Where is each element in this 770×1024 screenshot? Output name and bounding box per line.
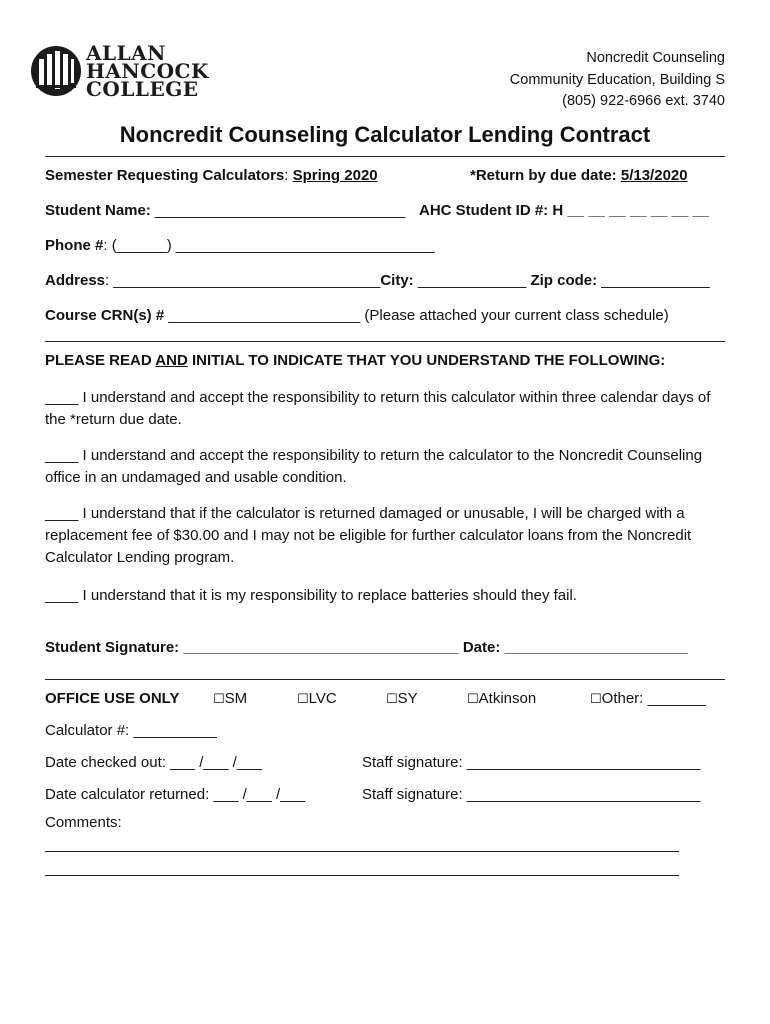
page-title: Noncredit Counseling Calculator Lending Contract xyxy=(119,122,651,147)
semester-field xyxy=(45,167,378,184)
phone-input[interactable]: : (______) _______________________________ xyxy=(103,237,435,254)
student-signature-input[interactable]: _________________________________ xyxy=(179,639,459,656)
checkbox-icon[interactable]: ☐ xyxy=(467,692,479,707)
return-due-field xyxy=(470,167,688,184)
office-option-sm[interactable] xyxy=(213,690,247,707)
phone-field xyxy=(45,237,435,254)
crn-label: Course CRN(s) # xyxy=(45,307,165,324)
statement-batteries: ____ I understand that it is my responsibility to replace batteries should they fail. xyxy=(45,587,577,604)
address-label: Address xyxy=(45,272,106,289)
title-divider xyxy=(45,156,725,157)
date-returned-field[interactable]: Date calculator returned: ___ /___ /___ xyxy=(45,786,306,803)
signature-date-label: Date: xyxy=(462,639,501,656)
comments-label: Comments: xyxy=(45,814,122,831)
comments-line-1[interactable]: ____________________________________________________________________________ xyxy=(45,836,680,853)
student-id-label: AHC Student ID #: xyxy=(419,202,549,219)
instructions-before: PLEASE READ xyxy=(45,352,156,369)
college-logo-wordmark xyxy=(86,41,209,101)
date-checked-out-field[interactable]: Date checked out: ___ /___ /___ xyxy=(45,754,262,771)
phone-label: Phone # xyxy=(45,237,104,254)
college-logo xyxy=(30,41,209,101)
crn-note: (Please attached your current class schedule) xyxy=(364,307,669,324)
checkbox-icon[interactable]: ☐ xyxy=(297,692,309,707)
office-option-lvc[interactable] xyxy=(297,690,337,707)
college-logo-mark-icon xyxy=(30,45,82,97)
office-option-label: Atkinson xyxy=(478,690,537,707)
statement-return-window: ____ I understand and accept the responsibility to return this calculator within three calendar days of the *return due date. xyxy=(45,389,711,428)
address-input[interactable]: : ________________________________ xyxy=(105,272,381,289)
semester-value[interactable]: Spring 2020 xyxy=(292,167,378,184)
student-name-input[interactable]: ______________________________ xyxy=(155,202,406,219)
statement-replacement-fee: ____ I understand that if the calculator is returned damaged or unusable, I will be charged with a replacement fee of $30.00 and I may not be eligible for further calculator loans from the Noncredit Calculator Lending program. xyxy=(45,505,692,566)
section-divider xyxy=(45,341,725,342)
student-id-input[interactable]: H __ __ __ __ __ __ __ xyxy=(552,202,710,219)
office-option-label: SY xyxy=(397,690,418,707)
instructions-after: INITIAL TO INDICATE THAT YOU UNDERSTAND THE FOLLOWING: xyxy=(187,352,666,369)
signature-date-input[interactable]: ______________________ xyxy=(500,639,689,656)
instructions-emphasis: AND xyxy=(155,352,188,369)
office-option-other[interactable] xyxy=(590,690,706,707)
city-label: City: xyxy=(380,272,414,289)
logo-line-1: ALLAN xyxy=(86,41,166,65)
calculator-number-field[interactable]: Calculator #: __________ xyxy=(45,722,217,739)
instructions-heading xyxy=(45,352,665,369)
return-due-value[interactable]: 5/13/2020 xyxy=(620,167,688,184)
staff-signature-return[interactable]: Staff signature: ____________________________ xyxy=(362,786,701,803)
checkbox-icon[interactable]: ☐ xyxy=(213,692,225,707)
student-name-label: Student Name: xyxy=(45,202,151,219)
office-option-sy[interactable] xyxy=(386,690,418,707)
office-option-label: LVC xyxy=(308,690,337,707)
contact-department: Noncredit Counseling xyxy=(586,50,725,66)
student-name-field xyxy=(45,202,405,219)
staff-signature-checkout[interactable]: Staff signature: ____________________________ xyxy=(362,754,701,771)
city-input[interactable]: _____________ xyxy=(413,272,527,289)
office-divider xyxy=(45,679,725,680)
contact-phone: (805) 922-6966 ext. 3740 xyxy=(562,93,725,109)
crn-field xyxy=(45,307,669,324)
contact-location: Community Education, Building S xyxy=(509,71,725,88)
contact-info xyxy=(510,48,725,113)
semester-colon: : xyxy=(284,167,289,184)
statement-return-condition: ____ I understand and accept the responsibility to return the calculator to the Noncredit Counseling office in an undamaged and usable condition. xyxy=(45,447,703,486)
zip-input[interactable]: _____________ xyxy=(597,272,710,289)
zip-label: Zip code: xyxy=(530,272,598,289)
crn-input[interactable]: _______________________ xyxy=(164,307,361,324)
office-option-atkinson[interactable] xyxy=(467,690,536,707)
student-signature-label: Student Signature: xyxy=(45,639,180,656)
comments-line-2[interactable]: ____________________________________________________________________________ xyxy=(45,860,680,877)
checkbox-icon[interactable]: ☐ xyxy=(386,692,398,707)
logo-line-2: HANCOCK xyxy=(86,59,209,83)
logo-line-3: COLLEGE xyxy=(86,77,199,101)
return-due-label: *Return by due date: xyxy=(470,167,617,184)
address-field xyxy=(45,272,710,289)
office-option-label: SM xyxy=(224,690,248,707)
office-use-label: OFFICE USE ONLY xyxy=(45,690,180,707)
student-signature-field xyxy=(45,639,688,656)
student-id-field xyxy=(419,202,709,219)
office-option-label: Other: _______ xyxy=(601,690,706,707)
semester-label: Semester Requesting Calculators xyxy=(45,167,285,184)
checkbox-icon[interactable]: ☐ xyxy=(590,692,602,707)
